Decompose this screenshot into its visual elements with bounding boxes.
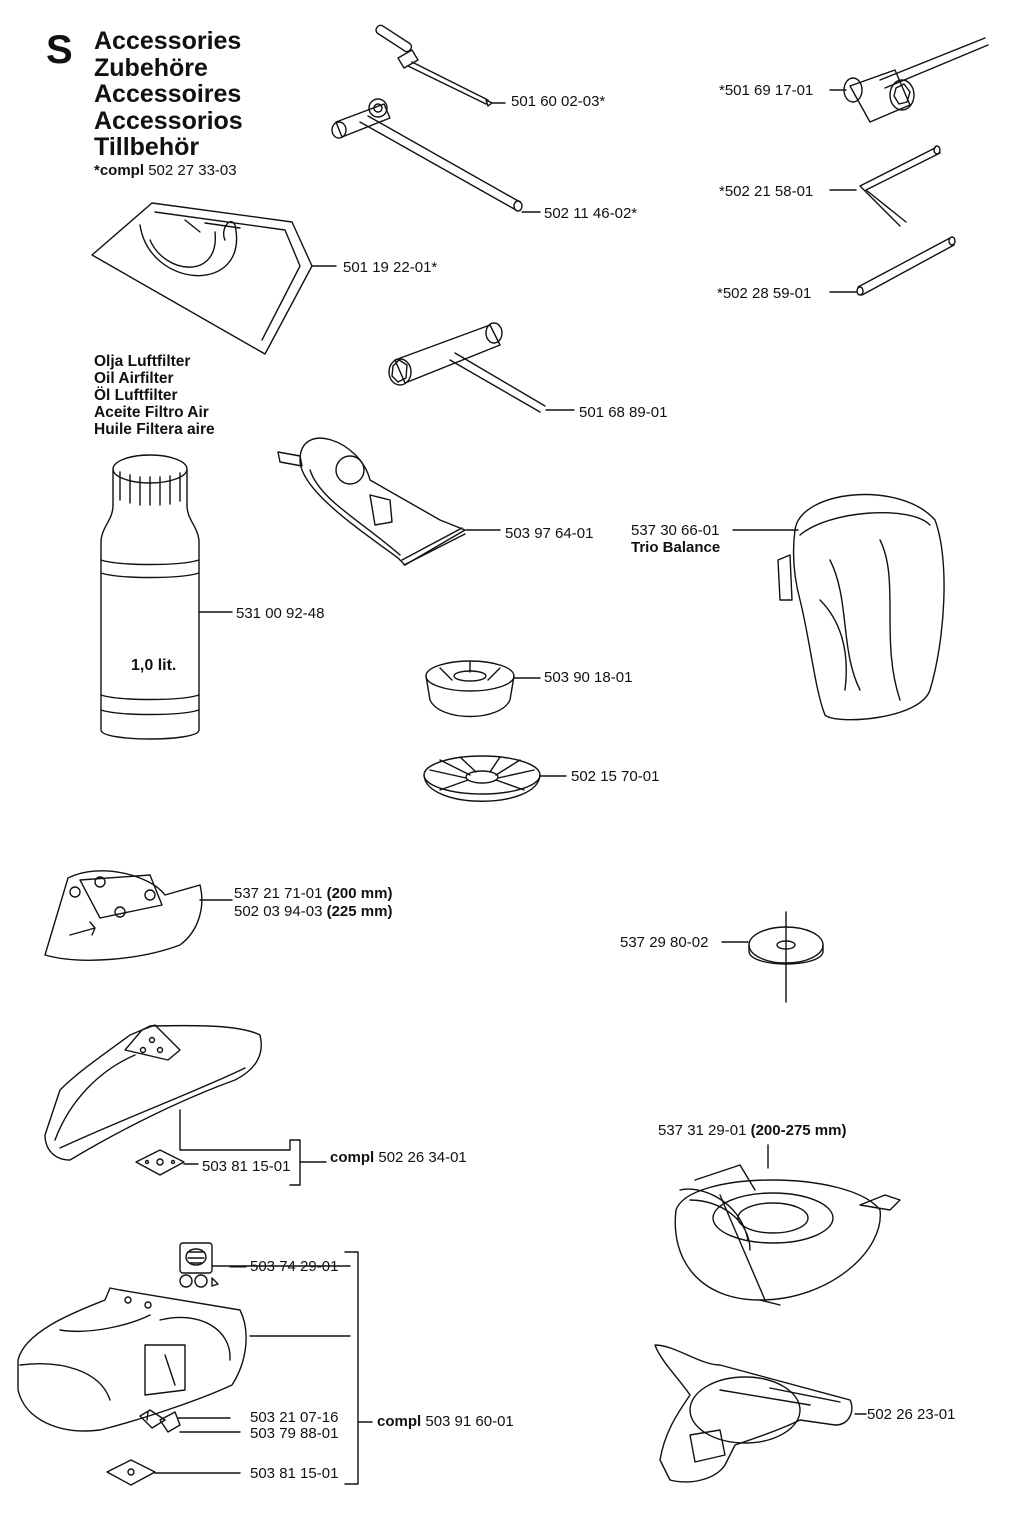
harness-illustration xyxy=(92,203,336,354)
grease-tube-illustration xyxy=(278,438,500,565)
part-label-503811501-b: 503 81 15-01 xyxy=(250,1465,339,1482)
part-size-200mm: (200 mm) xyxy=(326,885,393,902)
compl-note-prefix: *compl xyxy=(94,161,145,179)
washer-illustration xyxy=(722,912,823,1002)
socket-wrench-illustration xyxy=(389,323,574,412)
part-size-200-275mm: (200-275 mm) xyxy=(750,1122,847,1139)
part-size-225mm: (225 mm) xyxy=(326,903,393,920)
part-label-503976401: 503 97 64-01 xyxy=(505,525,594,542)
oil-title-en: Oil Airfilter xyxy=(94,370,174,387)
oil-title-es: Aceite Filtro Air xyxy=(94,404,209,421)
part-label-503901801: 503 90 18-01 xyxy=(544,669,633,686)
screwdriver-illustration xyxy=(375,24,505,106)
part-number-537217101: 537 21 71-01 xyxy=(234,885,323,902)
cutting-guard-illustration xyxy=(655,1345,866,1482)
t-wrench-illustration xyxy=(332,99,540,212)
part-label-502285901: *502 28 59-01 xyxy=(717,285,812,302)
trimmer-head-illustration xyxy=(675,1145,900,1305)
part-label-503742901: 503 74 29-01 xyxy=(250,1258,339,1275)
oil-bottle-illustration xyxy=(101,455,232,739)
part-label-537306601: 537 30 66-01 xyxy=(631,522,720,539)
compl-number-503916001: 503 91 60-01 xyxy=(425,1413,514,1430)
part-label-502262301: 502 26 23-01 xyxy=(867,1406,956,1423)
title-sv: Tillbehör xyxy=(94,133,200,161)
trio-balance-illustration xyxy=(733,495,944,720)
bottle-volume: 1,0 lit. xyxy=(131,657,177,674)
part-label-537298002: 537 29 80-02 xyxy=(620,934,709,951)
part-label-531009248: 531 00 92-48 xyxy=(236,605,325,622)
support-cup-illustration xyxy=(424,756,566,801)
part-label-502215801: *502 21 58-01 xyxy=(719,183,814,200)
part-label-501192201: 501 19 22-01* xyxy=(343,259,438,276)
part-label-501691701: *501 69 17-01 xyxy=(719,82,814,99)
spool-guard-illustration xyxy=(18,1243,372,1485)
compl-prefix-502263401: compl xyxy=(330,1149,375,1166)
part-label-501688901: 501 68 89-01 xyxy=(579,404,668,421)
part-label-501600203: 501 60 02-03* xyxy=(511,93,606,110)
section-letter: S xyxy=(46,28,73,72)
title-block xyxy=(94,28,243,179)
compl-number-502263401: 502 26 34-01 xyxy=(378,1149,467,1166)
hex-key-illustration xyxy=(830,146,940,226)
compl-note-number: 502 27 33-03 xyxy=(148,161,237,179)
trimmer-guard-illustration xyxy=(45,871,232,960)
part-label-537312901 xyxy=(658,1122,846,1139)
compl-note xyxy=(94,162,243,179)
compl-prefix-503916001: compl xyxy=(377,1413,422,1430)
spacer-illustration xyxy=(426,661,540,717)
oil-title-sv: Olja Luftfilter xyxy=(94,353,191,370)
part-label-537217101 xyxy=(234,885,392,902)
compl-label-502263401 xyxy=(330,1149,467,1166)
part-label-502039403 xyxy=(234,903,392,920)
pin-illustration xyxy=(830,237,955,295)
box-wrench-illustration xyxy=(830,38,988,122)
part-number-502039403: 502 03 94-03 xyxy=(234,903,323,920)
oil-title-de: Öl Luftfilter xyxy=(94,387,178,404)
title-es: Accessorios xyxy=(94,106,243,135)
plate-illustration xyxy=(136,1150,198,1175)
part-label-503210716: 503 21 07-16 xyxy=(250,1409,339,1426)
title-fr: Accessoires xyxy=(94,80,242,108)
oil-title-block xyxy=(94,353,215,438)
part-number-537312901: 537 31 29-01 xyxy=(658,1122,747,1139)
oil-title-fr: Huile Filtera aire xyxy=(94,421,215,438)
part-label-503811501-a: 503 81 15-01 xyxy=(202,1158,291,1175)
part-label-502114602: 502 11 46-02* xyxy=(544,205,638,222)
part-name-trio-balance: Trio Balance xyxy=(631,539,721,556)
compl-label-503916001 xyxy=(377,1413,514,1430)
part-label-502157001: 502 15 70-01 xyxy=(571,768,660,785)
title-de: Zubehöre xyxy=(94,53,208,82)
title-en: Accessories xyxy=(94,27,242,55)
part-label-503798801: 503 79 88-01 xyxy=(250,1425,339,1442)
